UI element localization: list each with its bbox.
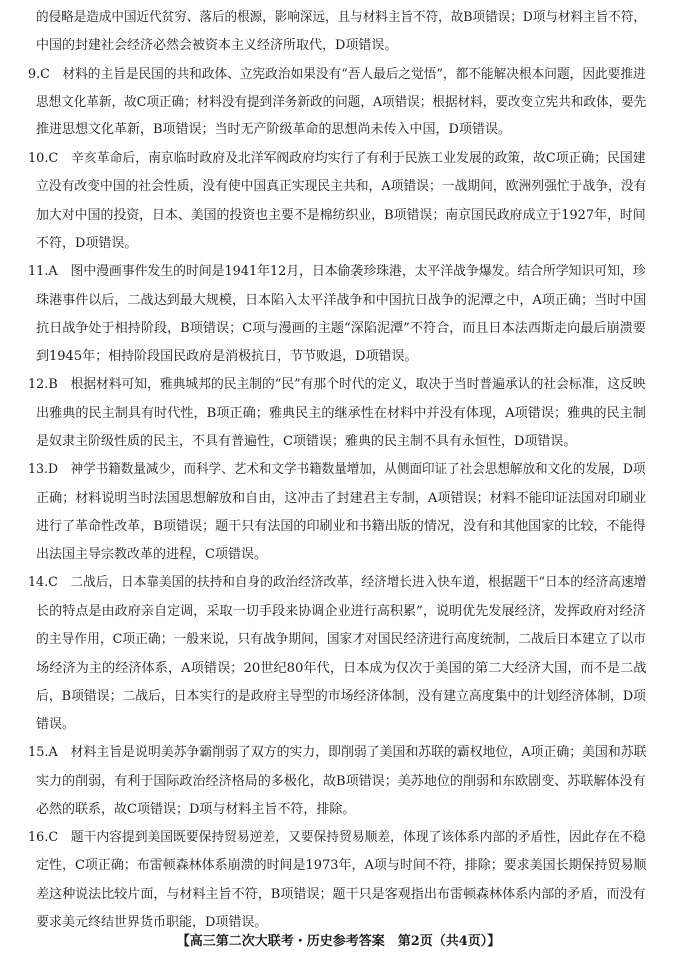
text-line: 要求美元终结世界货币职能，D项错误。 xyxy=(36,915,268,930)
text-line: 珠港事件以后，二战达到最大规模，日本陷入太平洋战争和中国抗日战争的泥潭之中，A项正确；当时中国 xyxy=(36,293,647,308)
text-line: 13.D 神学书籍数量减少，而科学、艺术和文学书籍数量增加，从侧面印证了社会思想解放和文化的发展，D项 xyxy=(28,462,646,477)
text-line: 推进思想文化革新，B项错误；当时无产阶级革命的思想尚未传入中国，D项错误。 xyxy=(36,122,511,137)
text-line: 长的特点是由政府亲自定调，采取一切手段来协调企业进行高积累”，说明优先发展经济，发挥政府对经济 xyxy=(36,604,646,619)
footer-text: 【高三第二次大联考・历史参考答案 第2页（共4页）】 xyxy=(176,934,501,949)
text-line: 出雅典的民主制具有时代性，B项正确；雅典民主的继承性在材料中并没有体现，A项错误；雅典的民主制 xyxy=(36,406,646,421)
text-line: 的侵略是造成中国近代贫穷、落后的根源，影响深远，且与材料主旨不符，故B项错误；D项与材料主旨不符， xyxy=(36,10,646,25)
text-line: 加大对中国的投资，日本、美国的投资也主要不是棉纺织业，B项错误；南京国民政府成立于1927年，时间 xyxy=(36,208,646,223)
text-line: 9.C 材料的主旨是民国的共和政体、立宪政治如果没有“吾人最后之觉悟”，都不能解决根本问题，因此要推进 xyxy=(28,67,646,82)
text-line: 15.A 材料主旨是说明美苏争霸削弱了双方的实力，即削弱了美国和苏联的霸权地位，A项正确；美国和苏联 xyxy=(28,745,647,760)
text-line: 必然的联系，故C项错误；D项与材料主旨不符，排除。 xyxy=(36,802,356,817)
text-line: 错误。 xyxy=(36,717,76,732)
text-line: 思想文化革新，故C项正确；材料没有提到洋务新政的问题，A项错误；根据材料，要改变立宪共和政体，要先 xyxy=(36,95,647,110)
text-line: 10.C 辛亥革命后，南京临时政府及北洋军阀政府均实行了有利于民族工业发展的政策，故C项正确；民国建 xyxy=(28,151,646,166)
text-line: 是奴隶主阶级性质的民主，不具有普遍性，C项错误；雅典的民主制不具有永恒性，D项错误。 xyxy=(36,434,577,449)
text-line: 定性，C项正确；布雷顿森林体系崩溃的时间是1973年，A项与时间不符，排除；要求美国长期保持贸易顺 xyxy=(36,858,647,873)
text-line: 12.B 根据材料可知，雅典城邦的民主制的“民”有那个时代的定义，取决于当时普遍承认的社会标准，这反映 xyxy=(28,377,646,392)
text-line: 中国的封建社会经济必然会被资本主义经济所取代，D项错误。 xyxy=(36,38,398,53)
text-line: 差这种说法比较片面，与材料主旨不符，B项错误；题干只是客观指出布雷顿森林体系内部的矛盾，而没有 xyxy=(36,887,646,902)
text-line: 到1945年；相持阶段国民政府是消极抗日，节节败退，D项错误。 xyxy=(36,349,418,364)
text-line: 后，B项错误；二战后，日本实行的是政府主导型的市场经济体制，没有建立高度集中的计划经济体制，D项 xyxy=(36,689,647,704)
text-line: 不符，D项错误。 xyxy=(36,236,138,251)
text-line: 14.C 二战后，日本靠美国的扶持和自身的政治经济改革，经济增长进入快车道，根据题干“日本的经济高速增 xyxy=(28,575,647,590)
text-line: 场经济为主的经济体系，A项错误；20世纪80年代，日本成为仅次于美国的第二大经济大国，而不是二战 xyxy=(36,661,647,676)
text-line: 出法国主导宗教改革的进程，C项错误。 xyxy=(36,547,267,562)
text-line: 抗日战争处于相持阶段，B项错误；C项与漫画的主题“深陷泥潭”不符合，而且日本法西斯走向最后崩溃要 xyxy=(36,321,646,336)
page-footer xyxy=(0,933,677,950)
text-line: 立没有改变中国的社会性质，没有使中国真正实现民主共和，A项错误；一战期间，欧洲列强忙于战争，没有 xyxy=(36,179,647,194)
text-line: 正确；材料说明当时法国思想解放和自由，这冲击了封建君主专制，A项错误；材料不能印证法国对印刷业 xyxy=(36,491,647,506)
text-line: 进行了革命性改革，B项错误；题干只有法国的印刷业和书籍出版的情况，没有和其他国家的比较，不能得 xyxy=(36,519,646,534)
text-line: 的主导作用，C项正确；一般来说，只有战争期间，国家才对国民经济进行高度统制，二战后日本建立了以市 xyxy=(36,632,646,647)
text-line: 16.C 题干内容提到美国既要保持贸易逆差，又要保持贸易顺差，体现了该体系内部的矛盾性，因此存在不稳 xyxy=(28,830,646,845)
text-line: 实力的削弱，有利于国际政治经济格局的多极化，故B项错误；美苏地位的削弱和东欧剧变、苏联解体没有 xyxy=(36,774,646,789)
text-line: 11.A 图中漫画事件发生的时间是1941年12月，日本偷袭珍珠港，太平洋战争爆发。结合所学知识可知，珍 xyxy=(28,264,646,279)
